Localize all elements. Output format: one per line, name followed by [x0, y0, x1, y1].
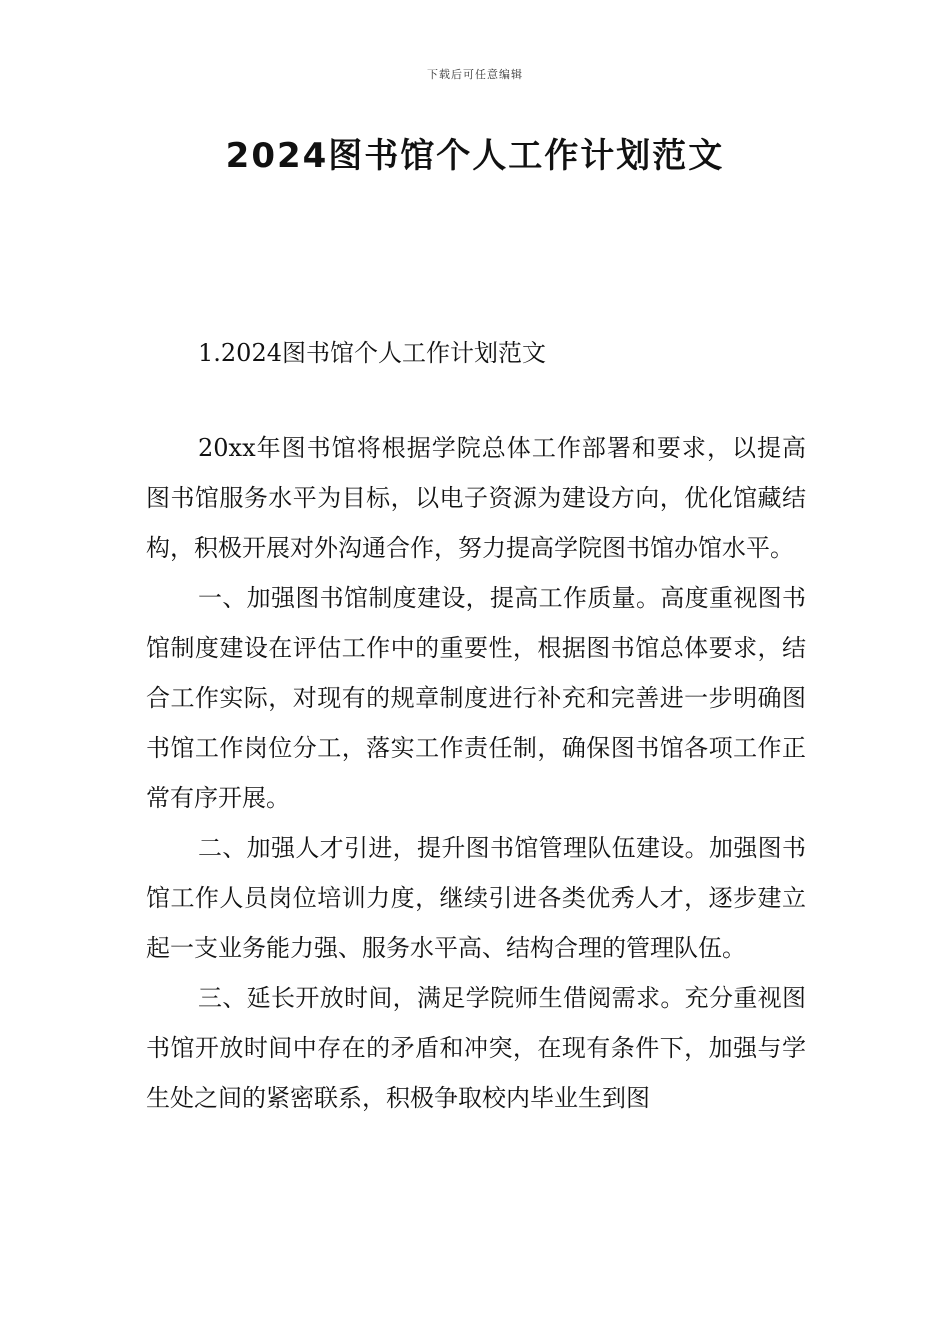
paragraph-intro: 20xx年图书馆将根据学院总体工作部署和要求，以提高图书馆服务水平为目标，以电子资源为建设方向，优化馆藏结构，积极开展对外沟通合作，努力提高学院图书馆办馆水平。: [146, 434, 806, 562]
document-title: 2024图书馆个人工作计划范文: [225, 136, 725, 176]
header-note: 下载后可任意编辑: [427, 68, 523, 81]
paragraph-point-1: 一、加强图书馆制度建设，提高工作质量。高度重视图书馆制度建设在评估工作中的重要性，根据图书馆总体要求，结合工作实际，对现有的规章制度进行补充和完善进一步明确图书馆工作岗位分工，落实工作责任制，确保图书馆各项工作正常有序开展。: [146, 584, 806, 812]
paragraph-point-2: 二、加强人才引进，提升图书馆管理队伍建设。加强图书馆工作人员岗位培训力度，继续引进各类优秀人才，逐步建立起一支业务能力强、服务水平高、结构合理的管理队伍。: [146, 834, 806, 962]
section-heading: 1.2024图书馆个人工作计划范文: [198, 339, 546, 367]
paragraph-point-3: 三、延长开放时间，满足学院师生借阅需求。充分重视图书馆开放时间中存在的矛盾和冲突，在现有条件下，加强与学生处之间的紧密联系，积极争取校内毕业生到图: [146, 984, 806, 1112]
body-text: [146, 423, 806, 1123]
